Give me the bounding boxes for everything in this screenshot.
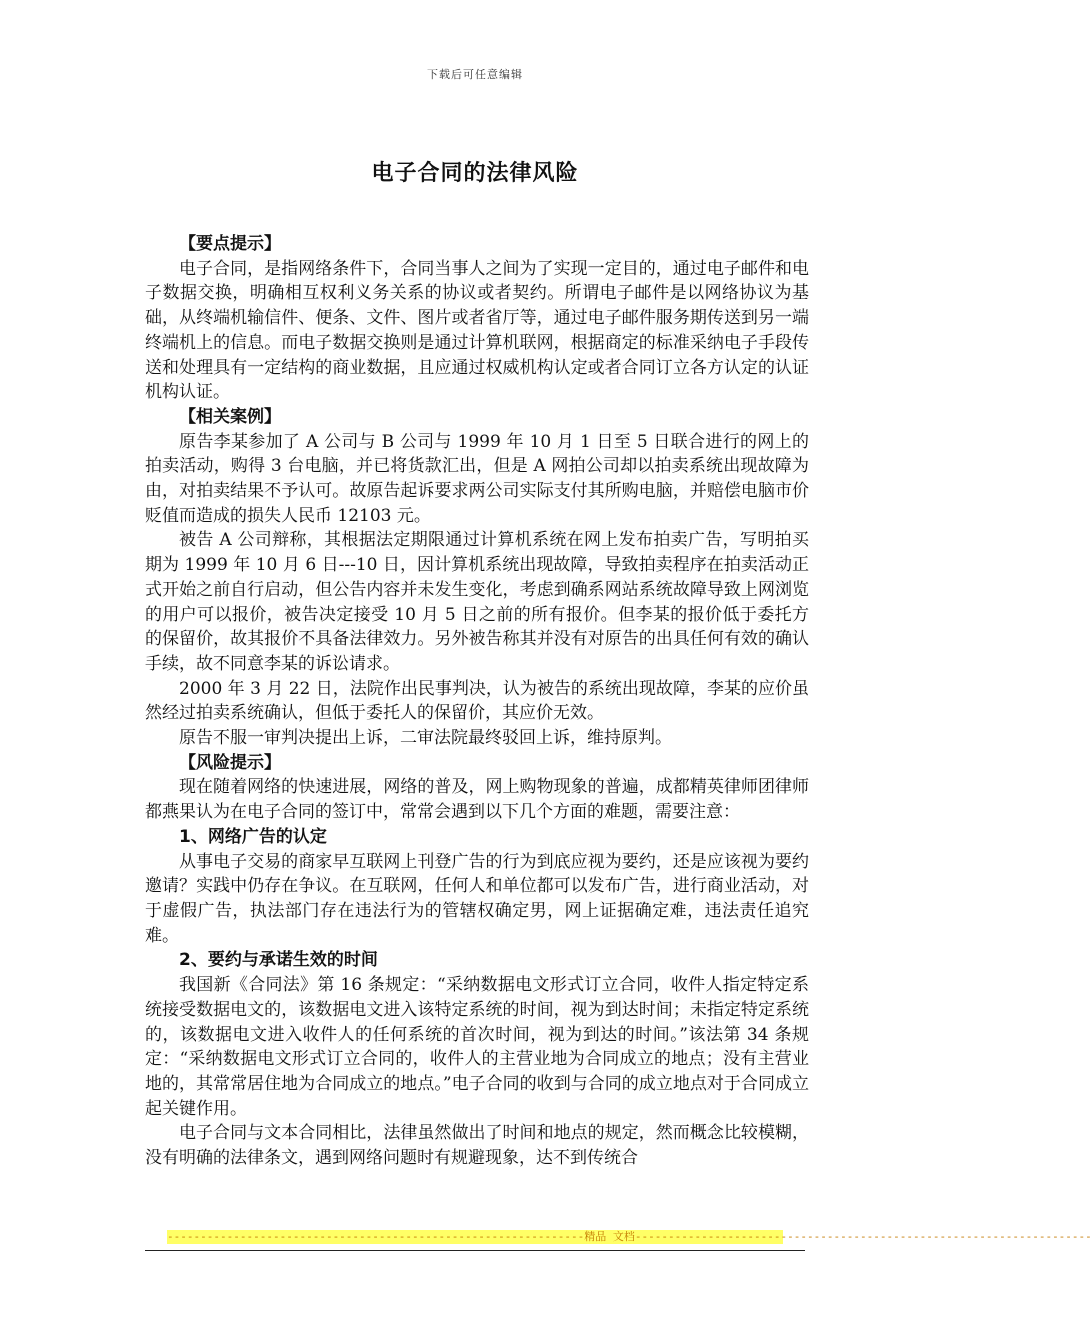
- section-heading-case: 【相关案例】: [179, 406, 281, 427]
- page-footer: [145, 1228, 1092, 1251]
- paragraph: 现在随着网络的快速进展，网络的普及，网上购物现象的普遍，成都精英律师团律师都燕果认为在电子合同的签订中，常常会遇到以下几个方面的难题，需要注意：: [145, 777, 809, 823]
- section-heading-risk: 【风险提示】: [179, 752, 281, 773]
- document-title: 电子合同的法律风险: [371, 161, 579, 186]
- subheading-ad-recognition: 1、网络广告的认定: [179, 826, 327, 847]
- paragraph: 我国新《合同法》第 16 条规定：“采纳数据电文形式订立合同，收件人指定特定系统接受数据电文的，该数据电文进入该特定系统的时间，视为到达时间；未指定特定系统的，该数据电文进入收件人的任何系统的首次时间，视为到达的时间。”该法第 34 条规定：“采纳数据电文形式订立合同的，收件人的主营业地为合同成立的地点；没有主营业地的，其常常居住地为合同成立的地点。”电子合同的收到与合同的成立地点对于合同成立起关键作用。: [145, 975, 809, 1119]
- paragraph: 原告不服一审判决提出上诉，二审法院最终驳回上诉，维持原判。: [179, 728, 672, 749]
- document-body: [145, 232, 809, 1171]
- paragraph: 2000 年 3 月 22 日，法院作出民事判决，认为被告的系统出现故障，李某的应价虽然经过拍卖系统确认，但低于委托人的保留价，其应价无效。: [145, 678, 809, 724]
- paragraph: 电子合同，是指网络条件下，合同当事人之间为了实现一定目的，通过电子邮件和电子数据交换，明确相互权利义务关系的协议或者契约。所谓电子邮件是以网络协议为基础，从终端机输信件、便条、文件、图片或者省厅等，通过电子邮件服务期传送到另一端终端机上的信息。而电子数据交换则是通过计算机联网，根据商定的标准采纳电子手段传送和处理具有一定结构的商业数据，且应通过权威机构认定或者合同订立各方认定的认证机构认证。: [145, 258, 809, 403]
- section-heading-key-points: 【要点提示】: [179, 234, 281, 254]
- header-note: 下载后可任意编辑: [427, 68, 523, 81]
- paragraph: 电子合同与文本合同相比，法律虽然做出了时间和地点的规定，然而概念比较模糊，没有明确的法律条文，遇到网络问题时有规避现象，达不到传统合: [145, 1123, 809, 1169]
- footer-band: ---------------------------------------------------------------精品 文档---------------------------------------------------------------------: [167, 1230, 1092, 1243]
- paragraph: 被告 A 公司辩称，其根据法定期限通过计算机系统在网上发布拍卖广告，写明拍买期为 1999 年 10 月 6 日---10 日，因计算机系统出现故障，导致拍卖程序在拍卖活动正式开始之前自行启动，但公告内容并未发生变化，考虑到确系网站系统故障导致上网浏览的用户可以报价，被告决定接受 10 月 5 日之前的所有报价。但李某的报价低于委托方的保留价，故其报价不具备法律效力。另外被告称其并没有对原告的出具任何有效的确认手续，故不同意李某的诉讼请求。: [145, 530, 809, 674]
- subheading-offer-acceptance-time: 2、要约与承诺生效的时间: [179, 950, 378, 971]
- paragraph: 从事电子交易的商家早互联网上刊登广告的行为到底应视为要约，还是应该视为要约邀请？实践中仍存在争议。在互联网，任何人和单位都可以发布广告，进行商业活动，对于虚假广告，执法部门存在违法行为的管辖权确定男，网上证据确定难，违法责任追究难。: [145, 851, 809, 946]
- paragraph: 原告李某参加了 A 公司与 B 公司与 1999 年 10 月 1 日至 5 日联合进行的网上的拍卖活动，购得 3 台电脑，并已将货款汇出，但是 A 网拍公司却以拍卖系统出现故障为由，对拍卖结果不予认可。故原告起诉要求两公司实际支付其所购电脑，并赔偿电脑市价贬值而造成的损失人民币 12103 元。: [145, 431, 809, 526]
